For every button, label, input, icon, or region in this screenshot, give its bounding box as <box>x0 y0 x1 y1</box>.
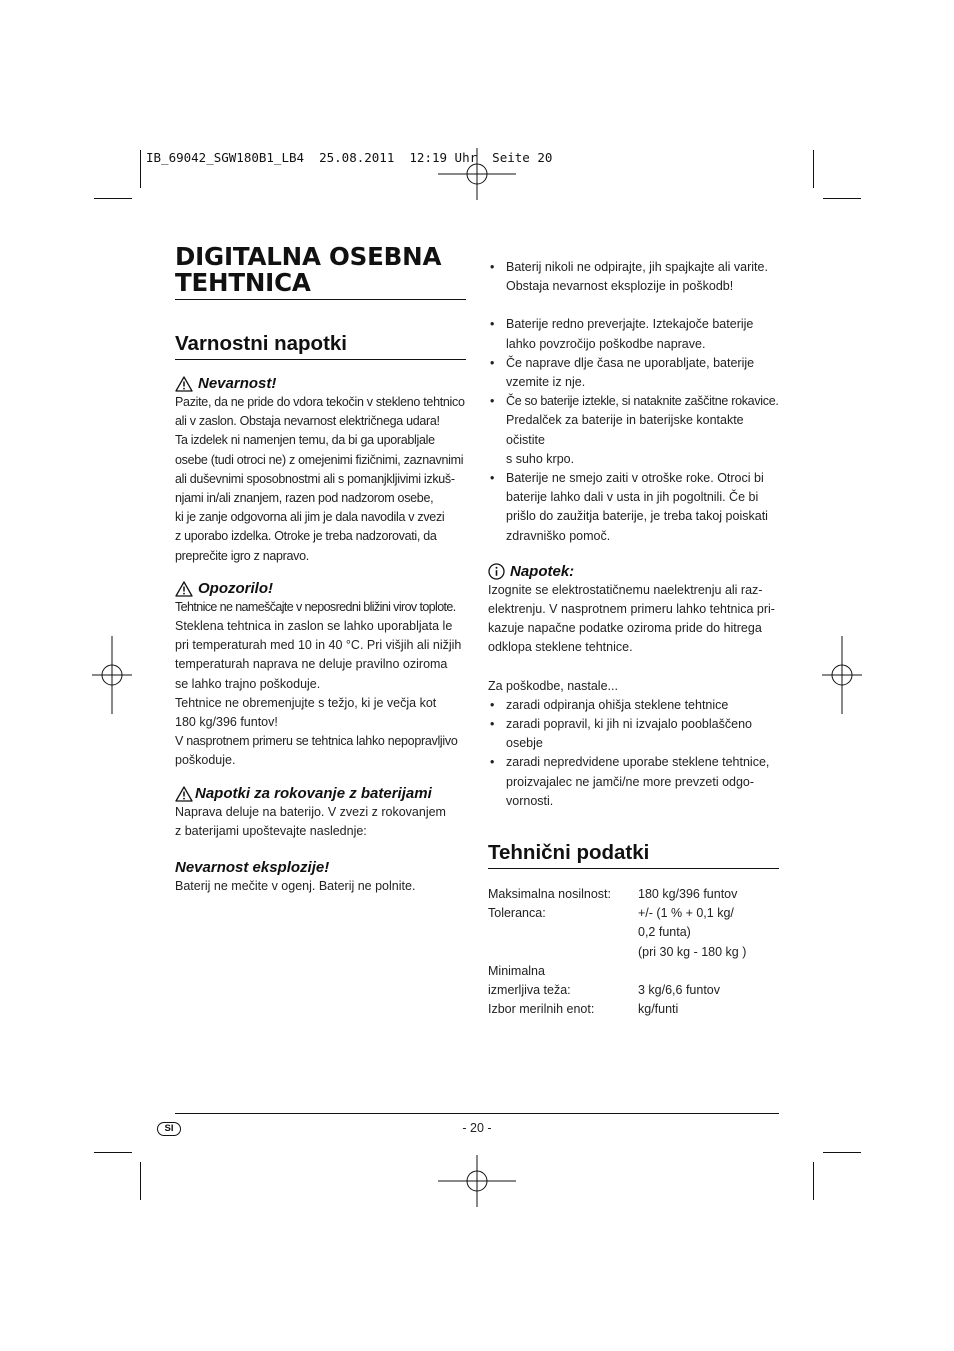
text-line: • Baterij nikoli ne odpirajte, jih spajkajte ali varite. <box>506 260 768 274</box>
spec-label: Izbor merilnih enot: <box>488 1002 595 1017</box>
caution-text <box>175 598 466 771</box>
table-row <box>488 962 746 981</box>
spec-label: Minimalna <box>488 963 545 978</box>
spec-label: Maksimalna nosilnost: <box>488 887 611 902</box>
text-line: baterije lahko dali v usta in jih pogoltnili. Če bi <box>506 490 759 505</box>
text-line: odklopa steklene tehtnice. <box>488 640 633 655</box>
explosion-heading <box>175 859 466 877</box>
battery-heading-text: Napotki za rokovanje z baterijami <box>195 784 432 802</box>
crop-mark <box>823 198 861 199</box>
registration-mark-top <box>438 148 516 200</box>
note-heading-text: Napotek: <box>510 562 575 580</box>
text-line: Obstaja nevarnost eksplozije in poškodb! <box>506 279 734 294</box>
spec-label: izmerljiva teža: <box>488 983 571 998</box>
text-line: 0,2 funta) <box>638 925 691 940</box>
warning-icon <box>175 376 193 392</box>
crop-mark <box>140 1162 141 1200</box>
text-line: se lahko trajno poškoduje. <box>175 676 321 691</box>
text-line: • Če so baterije iztekle, si nataknite zaščitne rokavice. <box>506 394 779 409</box>
table-row <box>488 981 746 1000</box>
table-row <box>488 1000 746 1019</box>
text-line: Predalček za baterije in baterijske kontakte očistite <box>506 413 744 447</box>
caution-heading <box>175 580 466 598</box>
text-line: Izognite se elektrostatičnemu naelektrenju ali raz- <box>488 582 763 597</box>
text-line: ali v zaslon. Obstaja nevarnost električnega udara! <box>175 414 440 429</box>
text-line: s suho krpo. <box>506 451 575 466</box>
text-line: • zaradi odpiranja ohišja steklene tehtnice <box>506 697 729 712</box>
battery-bullets-b <box>488 315 779 545</box>
text-line: vzemite iz nje. <box>506 375 586 390</box>
text-line: pri temperaturah med 10 in 40 °C. Pri višjih ali nižjih <box>175 638 462 653</box>
text-line: poškoduje. <box>175 753 236 768</box>
page-number: - 20 - <box>462 1121 492 1135</box>
text-line: temperaturah naprava ne deluje pravilno oziroma <box>175 657 448 672</box>
spec-label: Toleranca: <box>488 906 546 921</box>
list-item <box>488 753 779 811</box>
danger-heading <box>175 375 466 393</box>
battery-bullets-a <box>488 258 779 296</box>
damage-list <box>488 696 779 811</box>
text-line: Naprava deluje na baterijo. V zvezi z rokovanjem <box>175 804 446 819</box>
list-item <box>488 315 779 353</box>
text-line: ali duševnimi sposobnostmi ali s pomanjkljivimi izkuš- <box>175 471 455 486</box>
crop-mark <box>94 198 132 199</box>
table-row <box>488 885 746 904</box>
spec-value <box>638 981 746 1000</box>
crop-mark <box>823 1152 861 1153</box>
left-column <box>175 244 466 896</box>
list-item <box>488 354 779 392</box>
danger-heading-text: Nevarnost! <box>198 375 277 392</box>
damage-intro: Za poškodbe, nastale... <box>488 678 618 693</box>
text-line: vornosti. <box>506 793 554 808</box>
registration-mark-right <box>822 636 862 714</box>
danger-text <box>175 393 466 566</box>
text-line: zdravniško pomoč. <box>506 528 611 543</box>
battery-text <box>175 803 466 841</box>
text-line: Steklena tehtnica in zaslon se lahko uporabljata le <box>175 619 453 634</box>
text-line: prišlo do zaužitja baterije, je treba takoj poiskati <box>506 509 768 524</box>
table-row <box>488 904 746 962</box>
explosion-heading-text: Nevarnost eksplozije! <box>175 859 330 877</box>
text-line: Tehtnice ne nameščajte v neposredni bližini virov toplote. <box>175 599 456 614</box>
text-line: osebje <box>506 736 543 751</box>
tech-heading: Tehnični podatki <box>488 841 779 869</box>
spec-value <box>638 1000 746 1019</box>
text-line: 180 kg/396 funtov! <box>175 715 278 730</box>
list-item <box>488 392 779 469</box>
crop-mark <box>813 150 814 188</box>
language-badge: SI <box>157 1122 181 1136</box>
safety-heading: Varnostni napotki <box>175 332 466 360</box>
text-line: • Baterije ne smejo zaiti v otroške roke. Otroci bi <box>506 471 764 486</box>
text-line: (pri 30 kg - 180 kg ) <box>638 944 747 959</box>
text-line: kazuje napačne podatke oziroma pride do hitrega <box>488 621 762 636</box>
caution-heading-text: Opozorilo! <box>198 579 273 597</box>
warning-icon <box>175 581 193 597</box>
spec-value <box>638 885 746 904</box>
tech-specs-table <box>488 885 746 1019</box>
title-line: TEHTNICA <box>175 268 311 297</box>
text-line: Ta izdelek ni namenjen temu, da bi ga uporabljale <box>175 433 435 448</box>
text-line: 180 kg/396 funtov <box>638 887 738 902</box>
note-heading <box>488 563 779 581</box>
registration-mark-left <box>92 636 132 714</box>
text-line: z baterijami upoštevajte naslednje: <box>175 823 367 838</box>
text-line: 3 kg/6,6 funtov <box>638 983 721 998</box>
right-column <box>488 258 779 1020</box>
battery-heading <box>175 785 466 803</box>
list-item <box>488 696 779 715</box>
text-line: ki je zanje odgovorna ali jim je dala navodila v zvezi <box>175 510 445 525</box>
text-line: z uporabo izdelka. Otroke je treba nadzorovati, da <box>175 529 437 544</box>
warning-icon <box>175 786 193 802</box>
crop-mark <box>140 150 141 188</box>
page-title <box>175 244 466 300</box>
text-line: lahko povzročijo poškodbe naprave. <box>506 336 706 351</box>
crop-mark <box>813 1162 814 1200</box>
text-line: V nasprotnem primeru se tehtnica lahko nepopravljivo <box>175 734 458 749</box>
list-item <box>488 469 779 546</box>
text-line: preprečite igro z napravo. <box>175 548 309 563</box>
text-line: +/- (1 % + 0,1 kg/ <box>638 906 734 921</box>
spec-value <box>638 904 746 962</box>
note-text <box>488 581 779 658</box>
text-line: • zaradi nepredvidene uporabe steklene tehtnice, <box>506 755 770 770</box>
explosion-text: Baterij ne mečite v ogenj. Baterij ne polnite. <box>175 879 416 894</box>
footer-divider <box>175 1113 779 1114</box>
text-line: elektrenju. V nasprotnem primeru lahko tehtnica pri- <box>488 602 775 617</box>
title-line: DIGITALNA OSEBNA <box>175 242 442 271</box>
text-line: kg/funti <box>638 1002 679 1017</box>
text-line: • zaradi popravil, ki jih ni izvajalo pooblaščeno <box>506 717 752 732</box>
text-line: njami in/ali znanjem, razen pod nadzorom osebe, <box>175 491 434 506</box>
info-icon <box>488 563 505 580</box>
print-slug: IB_69042_SGW180B1_LB4 25.08.2011 12:19 Uhr Seite 20 <box>146 150 553 165</box>
text-line: osebe (tudi otroci ne) z omejenimi fizičnimi, zaznavnimi <box>175 452 464 467</box>
registration-mark-bottom <box>438 1155 516 1207</box>
text-line: Pazite, da ne pride do vdora tekočin v stekleno tehtnico <box>175 395 465 409</box>
list-item <box>488 715 779 753</box>
crop-mark <box>94 1152 132 1153</box>
spec-value <box>638 962 746 981</box>
text-line: Tehtnice ne obremenjujte s težjo, ki je večja kot <box>175 695 437 710</box>
text-line: • Če naprave dlje časa ne uporabljate, baterije <box>506 355 755 370</box>
text-line: • Baterije redno preverjajte. Iztekajoče baterije <box>506 317 754 332</box>
text-line: proizvajalec ne jamči/ne more prevzeti odgo- <box>506 774 755 789</box>
list-item <box>488 258 779 296</box>
